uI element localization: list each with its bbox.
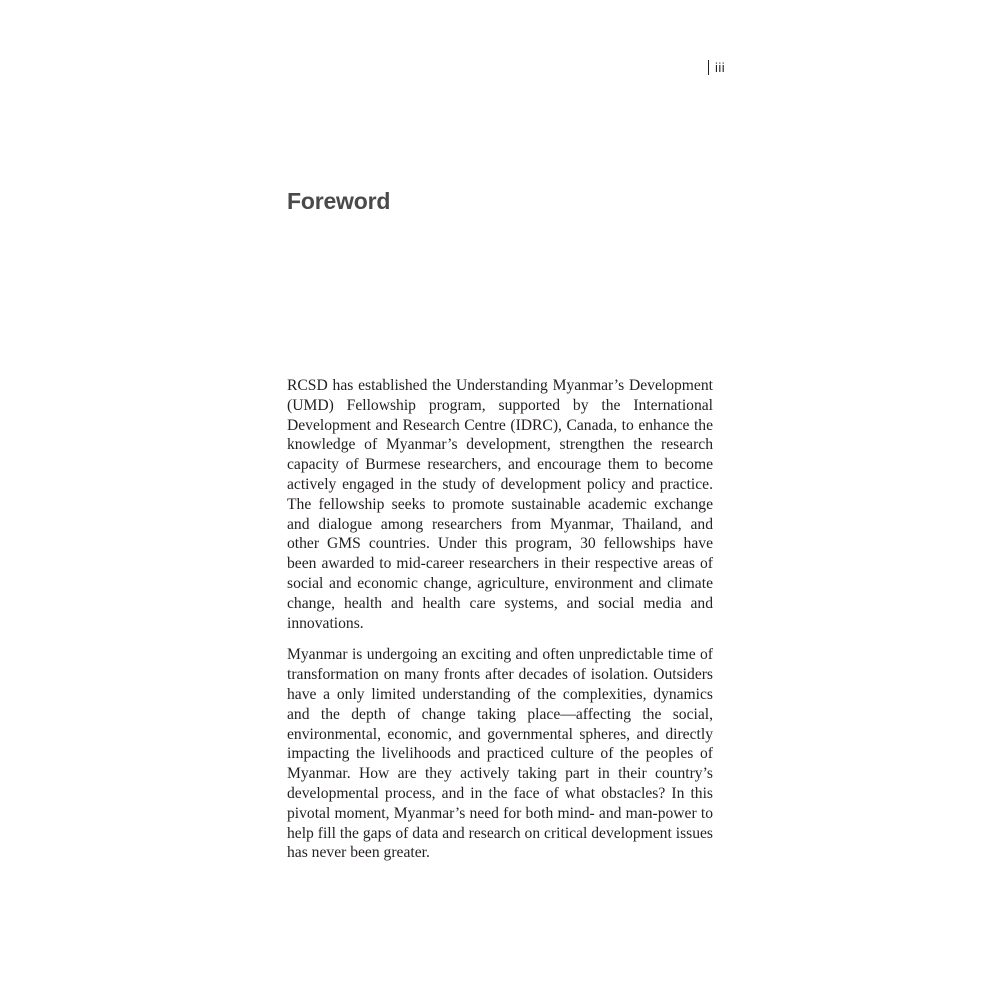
page-number	[708, 60, 725, 75]
page-title: Foreword	[287, 188, 391, 214]
page-number-text: iii	[715, 60, 726, 75]
paragraph-1: RCSD has established the Understanding Myanmar’s Development (UMD) Fellowship program, supported by the International Development and Research Centre (IDRC), Canada, to enhance the knowledge of Myanmar’s development, strengthen the research capacity of Burmese researchers, and encourage them to become actively engaged in the study of development policy and practice. The fellowship seeks to promote sustainable academic exchange and dialogue among researchers from Myanmar, Thailand, and other GMS countries. Under this program, 30 fellowships have been awarded to mid-career researchers in their respective areas of social and economic change, agriculture, environment and climate change, health and health care systems, and social media and innovations.	[287, 377, 713, 632]
paragraph-2: Myanmar is undergoing an exciting and often unpredictable time of transformation on many fronts after decades of isolation. Outsiders have a only limited understanding of the complexities, dynamics and the depth of change taking place—affecting the social, environmental, economic, and governmental spheres, and directly impacting the livelihoods and practiced culture of the peoples of Myanmar. How are they actively taking part in their country’s developmental process, and in the face of what obstacles? In this pivotal moment, Myanmar’s need for both mind- and man-power to help fill the gaps of data and research on critical development issues has never been greater.	[287, 646, 713, 862]
page-number-separator	[708, 60, 709, 75]
foreword-body	[287, 376, 713, 875]
